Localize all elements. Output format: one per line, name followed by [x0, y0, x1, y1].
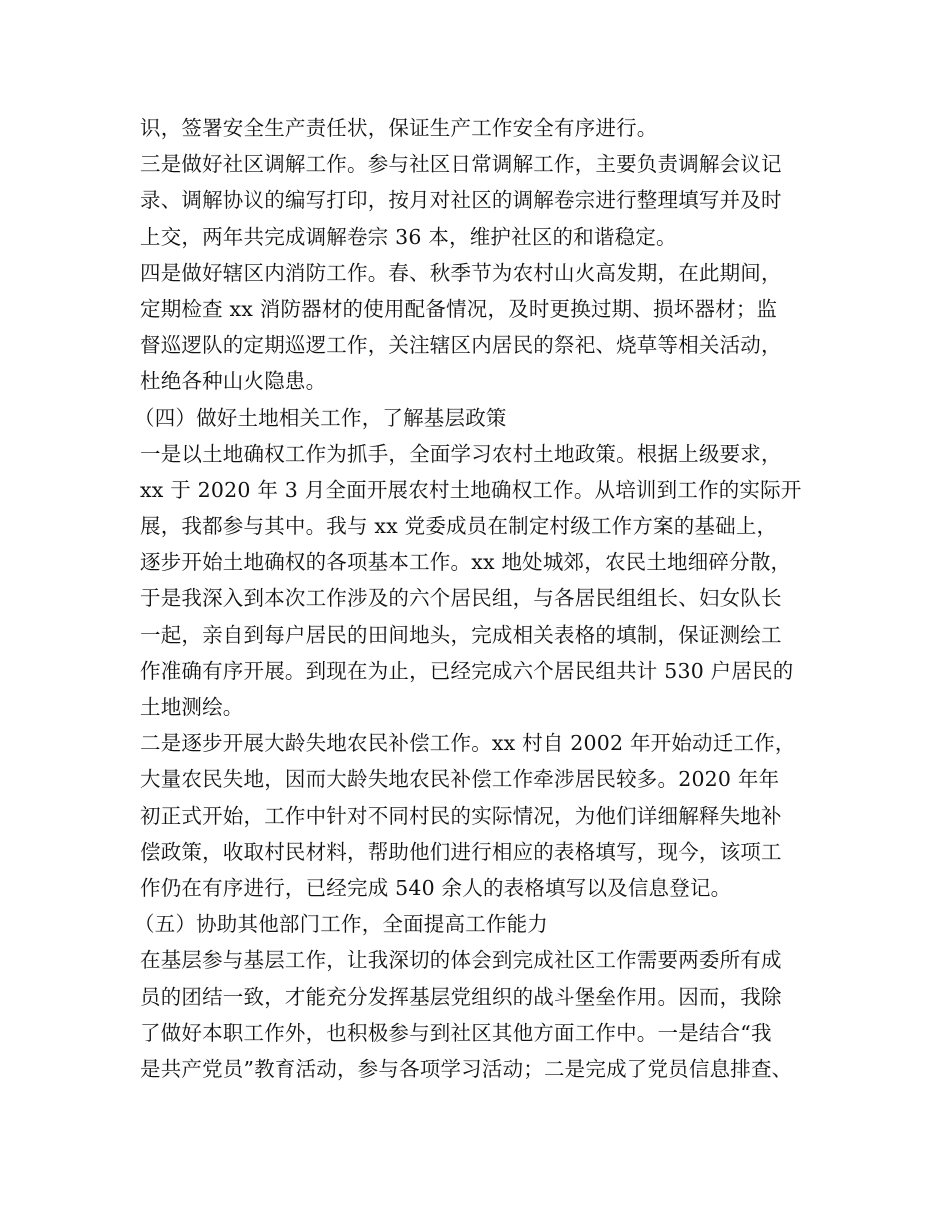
text-line: 了做好本职工作外，也积极参与到社区其他方面工作中。一是结合“我: [140, 1020, 772, 1045]
text-line: 一是以土地确权工作为抓手，全面学习农村土地政策。根据上级要求，: [140, 441, 782, 466]
text-line: 偿政策，收取村民材料，帮助他们进行相应的表格填写，现今，该项工: [140, 839, 782, 864]
text-line: xx 于 2020 年 3 月全面开展农村土地确权工作。从培训到工作的实际开: [140, 477, 802, 502]
text-line: 初正式开始，工作中针对不同村民的实际情况，为他们详细解释失地补: [140, 803, 782, 828]
section-heading: （五）协助其他部门工作，全面提高工作能力: [134, 912, 548, 937]
text-line: 是共产党员”教育活动，参与各项学习活动；二是完成了党员信息排查、: [140, 1056, 793, 1081]
text-line: 逐步开始土地确权的各项基本工作。xx 地处城郊，农民土地细碎分散，: [140, 550, 792, 575]
text-line: 土地测绘。: [140, 695, 244, 719]
text-line: 在基层参与基层工作，让我深切的体会到完成社区工作需要两委所有成: [140, 948, 782, 973]
text-line: 作准确有序开展。到现在为止，已经完成六个居民组共计 530 户居民的: [140, 658, 794, 683]
text-line: 二是逐步开展大龄失地农民补偿工作。xx 村自 2002 年开始动迁工作，: [140, 731, 796, 756]
text-line: 上交，两年共完成调解卷宗 36 本，维护社区的和谐稳定。: [140, 224, 677, 249]
document-body: [134, 110, 830, 1087]
text-line: 展，我都参与其中。我与 xx 党委成员在制定村级工作方案的基础上，: [140, 514, 778, 539]
section-heading: （四）做好土地相关工作，了解基层政策: [134, 405, 507, 430]
text-line: 杜绝各种山火隐患。: [140, 369, 327, 394]
text-line: 识，签署安全生产责任状，保证生产工作安全有序进行。: [140, 116, 658, 140]
text-line: 于是我深入到本次工作涉及的六个居民组，与各居民组组长、妇女队长: [140, 586, 782, 611]
text-line: 一起，亲自到每户居民的田间地头，完成相关表格的填制，保证测绘工: [140, 622, 782, 647]
text-line: 四是做好辖区内消防工作。春、秋季节为农村山火高发期，在此期间，: [140, 260, 782, 285]
text-line: 作仍在有序进行，已经完成 540 余人的表格填写以及信息登记。: [140, 875, 732, 900]
text-line: 录、调解协议的编写打印，按月对社区的调解卷宗进行整理填写并及时: [140, 188, 782, 213]
text-line: 三是做好社区调解工作。参与社区日常调解工作，主要负责调解会议记: [140, 152, 782, 177]
text-line: 督巡逻队的定期巡逻工作，关注辖区内居民的祭祀、烧草等相关活动，: [140, 333, 782, 358]
text-line: 定期检查 xx 消防器材的使用配备情况，及时更换过期、损坏器材；监: [140, 296, 778, 321]
text-line: 大量农民失地，因而大龄失地农民补偿工作牵涉居民较多。2020 年年: [140, 767, 780, 792]
text-line: 员的团结一致，才能充分发挥基层党组织的战斗堡垒作用。因而，我除: [140, 984, 782, 1009]
